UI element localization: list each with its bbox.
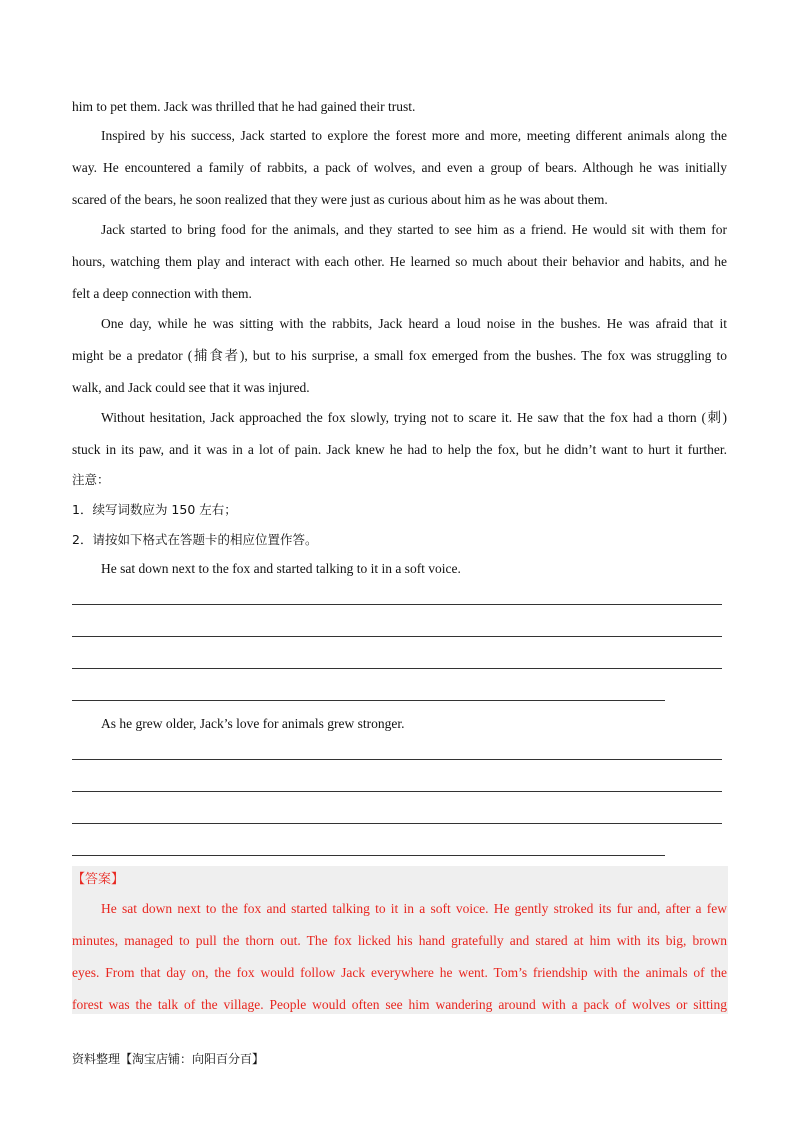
story-paragraph-2-line-3: scared of the bears, he soon realized that they were just as curious about him as he was about them. (72, 192, 608, 207)
story-paragraph-2-line-1: Inspired by his success, Jack started to explore the forest more and more, meeting different animals along the (101, 128, 727, 143)
story-paragraph-3-line-1: Jack started to bring food for the animals, and they started to see him as a friend. He would sit with them for (101, 222, 727, 237)
answer-line (72, 791, 722, 792)
story-paragraph-2-line-2: way. He encountered a family of rabbits, a pack of wolves, and even a group of bears. Although he was initially (72, 160, 727, 175)
answer-line (72, 823, 722, 824)
answer-heading: 【答案】 (72, 872, 125, 887)
notes-heading: 注意： (72, 472, 110, 487)
answer-line-3: eyes. From that day on, the fox would follow Jack everywhere he went. Tom’s friendship with the animals of the (72, 965, 727, 980)
story-paragraph-4-line-2: might be a predator (捕食者), but to his surprise, a small fox emerged from the bushes. The fox was struggling to (72, 348, 727, 363)
answer-line (72, 636, 722, 637)
story-paragraph-3-line-2: hours, watching them play and interact with each other. He learned so much about their behavior and habits, and he (72, 254, 727, 269)
answer-line (72, 604, 722, 605)
story-line: him to pet them. Jack was thrilled that he had gained their trust. (72, 99, 416, 114)
story-paragraph-4-line-3: walk, and Jack could see that it was injured. (72, 380, 310, 395)
answer-line-1: He sat down next to the fox and started talking to it in a soft voice. He gently stroked its fur and, after a few (101, 901, 727, 916)
story-paragraph-3-line-3: felt a deep connection with them. (72, 286, 252, 301)
notes-item-2: 2．请按如下格式在答题卡的相应位置作答。 (72, 532, 318, 547)
story-paragraph-4-line-1: One day, while he was sitting with the rabbits, Jack heard a loud noise in the bushes. He was afraid that it (101, 316, 727, 331)
prompt-first-sentence: He sat down next to the fox and started talking to it in a soft voice. (101, 561, 461, 576)
answer-line (72, 759, 722, 760)
story-paragraph-5-line-1: Without hesitation, Jack approached the fox slowly, trying not to scare it. He saw that the fox had a thorn (刺) (101, 410, 727, 425)
answer-line-2: minutes, managed to pull the thorn out. The fox licked his hand gratefully and stared at him with its big, brown (72, 933, 727, 948)
answer-line (72, 700, 665, 701)
answer-line (72, 855, 665, 856)
answer-line (72, 668, 722, 669)
story-paragraph-5-line-2: stuck in its paw, and it was in a lot of pain. Jack knew he had to help the fox, but he didn’t want to hurt it further. (72, 442, 727, 457)
notes-item-1: 1．续写词数应为 150 左右； (72, 502, 237, 517)
prompt-second-sentence: As he grew older, Jack’s love for animals grew stronger. (101, 716, 405, 731)
answer-line-4: forest was the talk of the village. People would often see him wandering around with a pack of wolves or sitting (72, 997, 727, 1012)
footer-source: 资料整理【淘宝店铺：向阳百分百】 (72, 1052, 265, 1066)
